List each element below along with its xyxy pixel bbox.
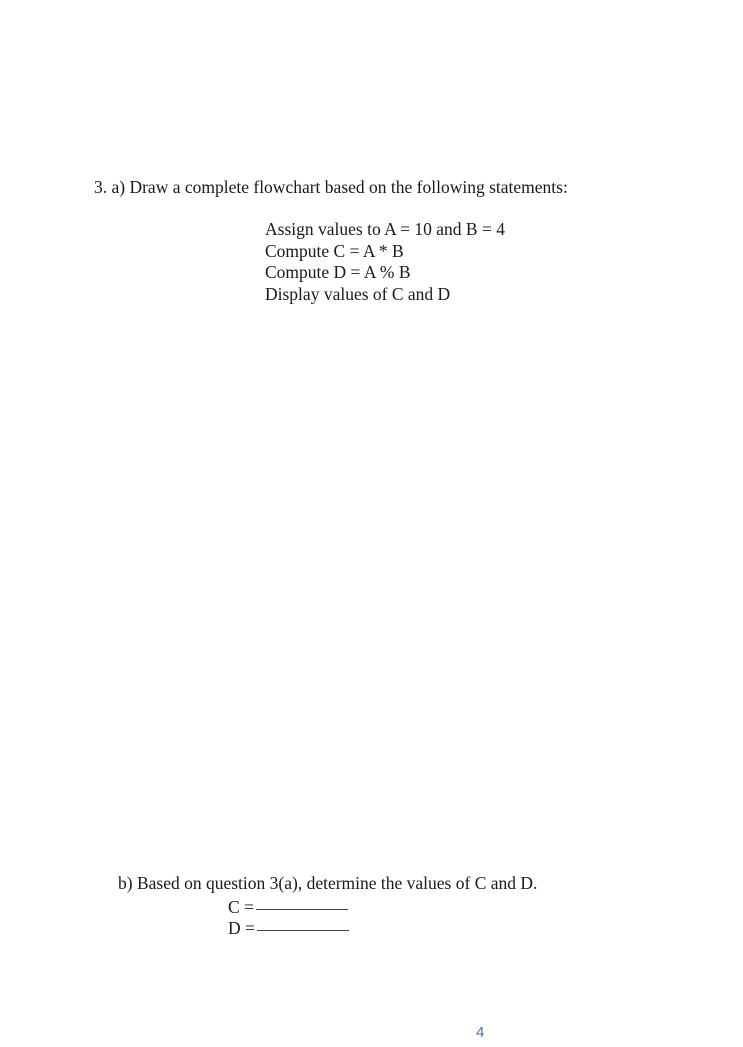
statement-assign: Assign values to A = 10 and B = 4 — [265, 219, 505, 239]
answer-label-d: D = — [228, 918, 255, 938]
page-number: 4 — [476, 1024, 485, 1041]
statement-compute-d: Compute D = A % B — [265, 262, 411, 282]
answer-label-c: C = — [228, 897, 254, 917]
question-a-title: 3. a) Draw a complete flowchart based on the following statements: — [94, 177, 568, 197]
answer-row-c — [228, 897, 349, 918]
answer-blank-c[interactable] — [256, 908, 348, 910]
answer-section — [228, 897, 349, 939]
question-b-title: b) Based on question 3(a), determine the values of C and D. — [118, 873, 538, 893]
statement-compute-c: Compute C = A * B — [265, 240, 404, 261]
answer-row-d — [228, 918, 349, 939]
statement-display: Display values of C and D — [265, 283, 451, 304]
statement-list — [265, 219, 505, 305]
answer-blank-d[interactable] — [257, 929, 349, 931]
